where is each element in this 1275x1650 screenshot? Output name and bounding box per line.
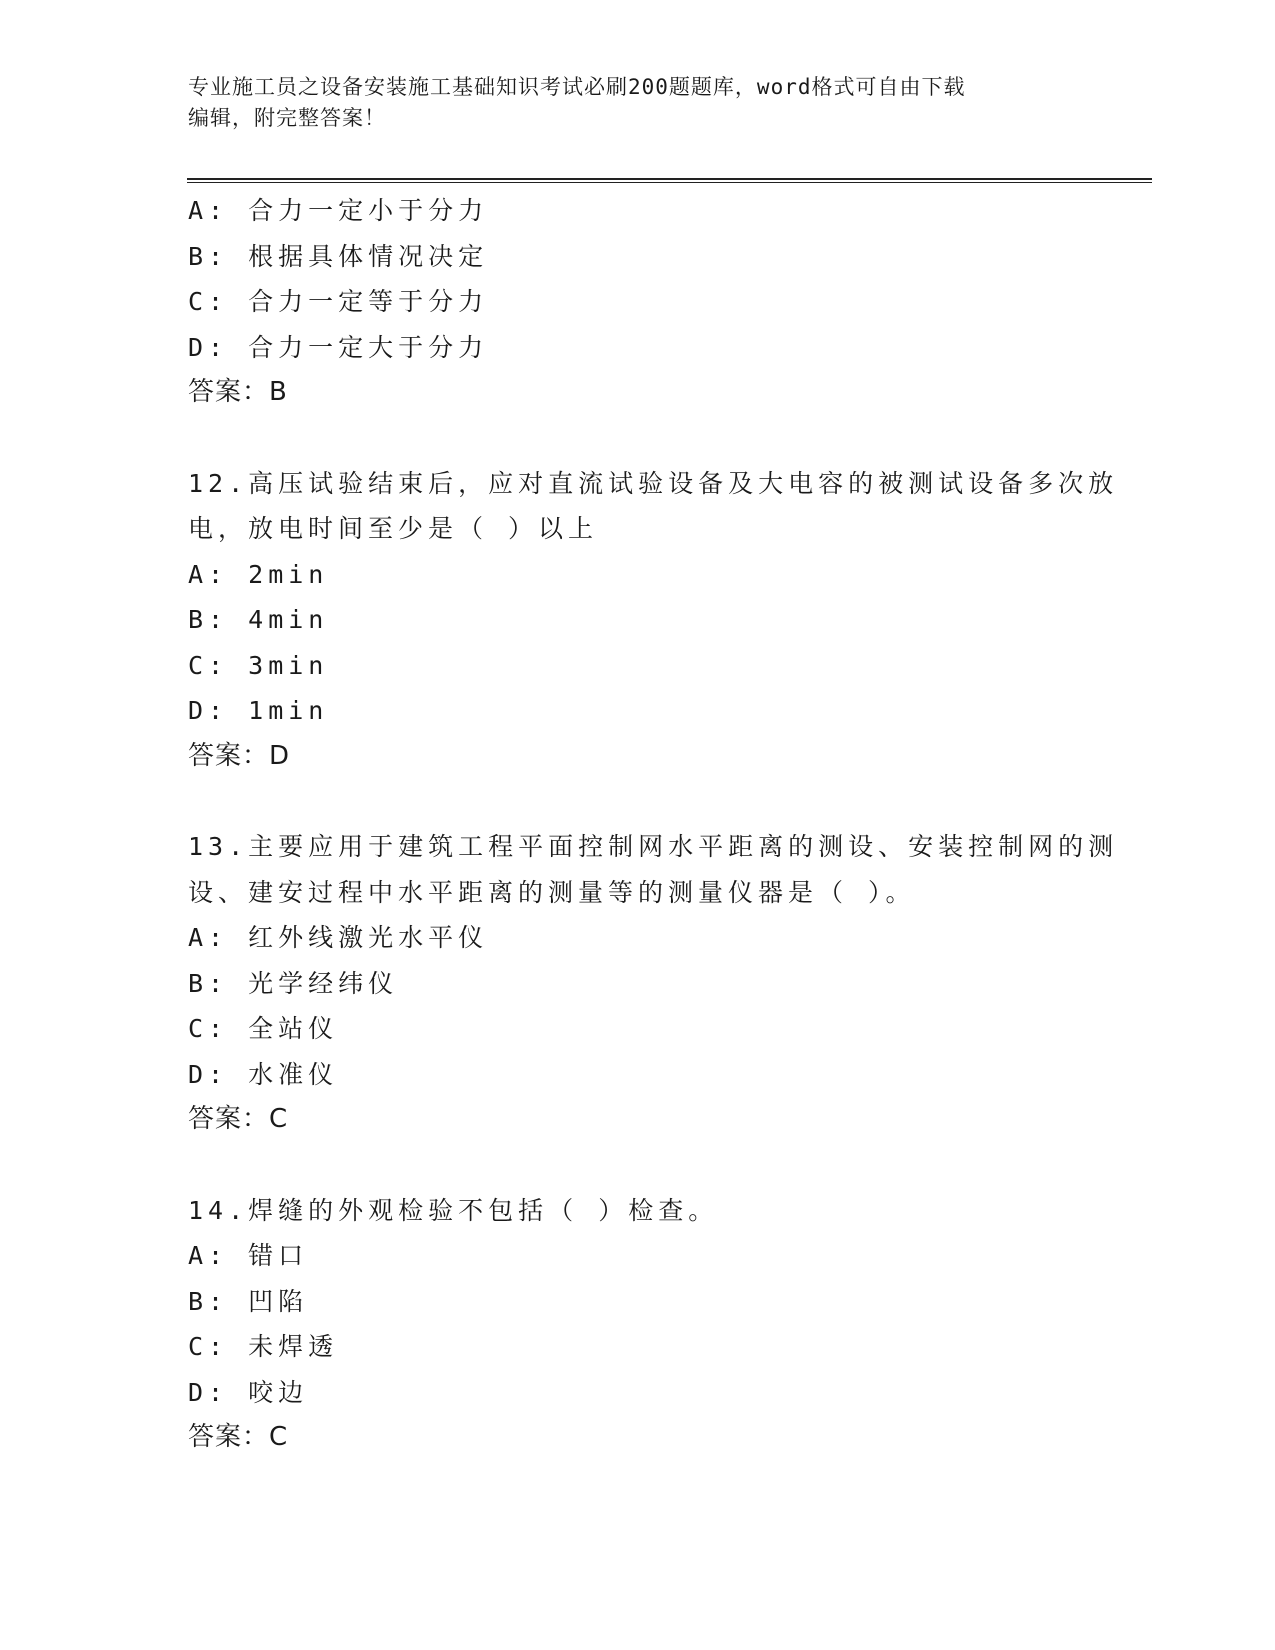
question-stem-line-1: 13.主要应用于建筑工程平面控制网水平距离的测设、安装控制网的测 xyxy=(188,832,1119,861)
option-b: B: 光学经纬仪 xyxy=(188,968,399,998)
option-b: B: 根据具体情况决定 xyxy=(188,241,489,271)
answer-line: 答案：D xyxy=(188,740,291,771)
question-list xyxy=(188,188,1119,1461)
header-title-line-2: 编辑，附完整答案！ xyxy=(188,106,386,130)
option-b: B: 4min xyxy=(188,605,329,634)
answer-line: 答案：C xyxy=(188,1422,289,1452)
option-b: B: 凹陷 xyxy=(188,1286,309,1316)
answer-line: 答案：B xyxy=(188,377,288,407)
option-d: D: 水准仪 xyxy=(188,1059,339,1089)
option-d: D: 合力一定大于分力 xyxy=(188,332,489,362)
spacer xyxy=(188,779,1088,824)
option-a: A: 2min xyxy=(188,559,329,589)
option-a: A: 红外线激光水平仪 xyxy=(188,923,489,952)
option-a: A: 合力一定小于分力 xyxy=(188,196,489,225)
question-stem-line-1: 12.高压试验结束后，应对直流试验设备及大电容的被测试设备多次放 xyxy=(188,468,1119,498)
header-divider xyxy=(187,178,1152,183)
option-c: C: 未焊透 xyxy=(188,1332,339,1361)
question-13 xyxy=(188,824,1119,1143)
answer-line: 答案：C xyxy=(188,1104,289,1134)
question-stem-line-2: 设、建安过程中水平距离的测量等的测量仪器是（ ）。 xyxy=(188,877,916,907)
option-c: C: 全站仪 xyxy=(188,1014,339,1043)
option-c: C: 3min xyxy=(188,650,329,680)
question-12 xyxy=(188,461,1119,780)
option-c: C: 合力一定等于分力 xyxy=(188,287,489,316)
option-d: D: 1min xyxy=(188,696,329,725)
spacer xyxy=(188,416,1088,461)
option-d: D: 咬边 xyxy=(188,1377,309,1407)
question-14 xyxy=(188,1188,1088,1461)
question-11 xyxy=(188,188,1088,416)
header-title-line-1: 专业施工员之设备安装施工基础知识考试必刷200题题库，word格式可自由下载 xyxy=(188,75,966,99)
option-a: A: 错口 xyxy=(188,1241,309,1270)
spacer xyxy=(188,1143,1088,1188)
question-stem-line-1: 14.焊缝的外观检验不包括（ ）检查。 xyxy=(188,1195,719,1225)
document-header xyxy=(188,72,1068,134)
question-stem-line-2: 电，放电时间至少是（ ）以上 xyxy=(188,514,599,543)
